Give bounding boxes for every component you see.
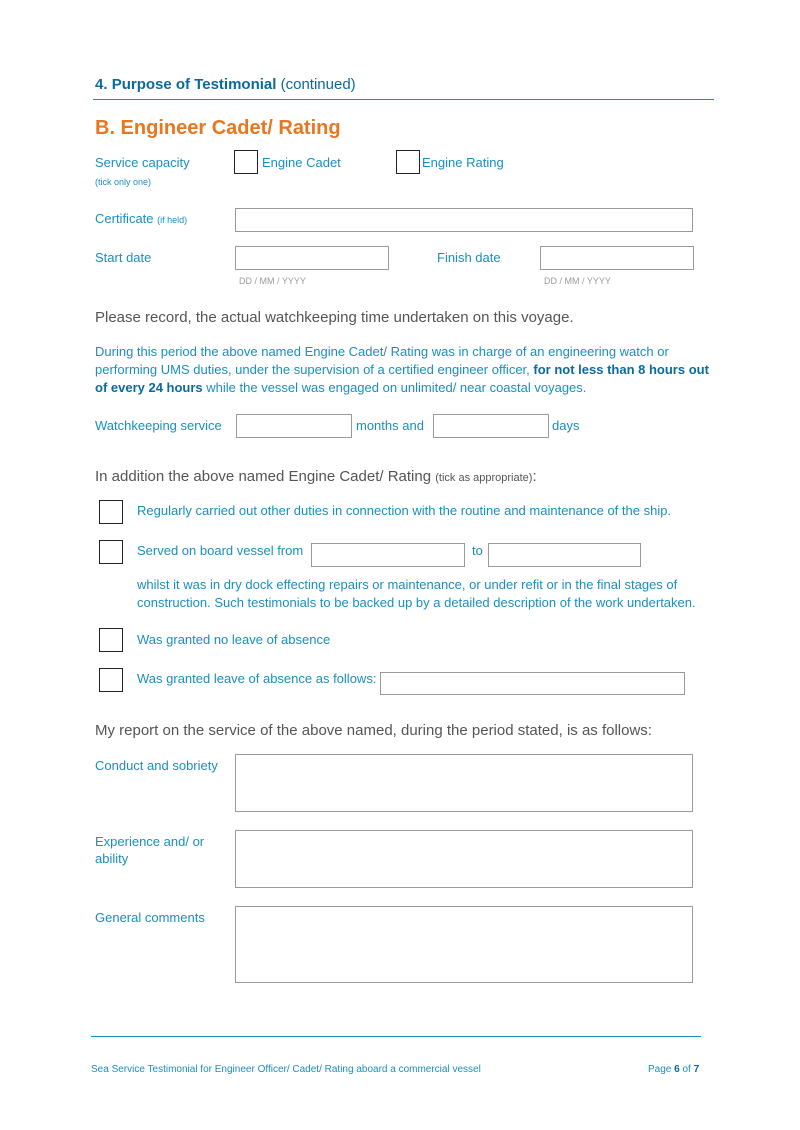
section-title: Purpose of Testimonial (111, 76, 277, 93)
page-total: 7 (693, 1064, 700, 1075)
watchkeeping-intro: Please record, the actual watchkeeping time undertaken on this voyage. (95, 309, 574, 326)
duties-checkbox[interactable] (99, 500, 123, 524)
engine-cadet-checkbox[interactable] (234, 150, 258, 174)
section-suffix: (continued) (280, 76, 356, 93)
watchkeeping-service-label: Watchkeeping service (95, 418, 222, 433)
comments-textarea[interactable] (235, 906, 693, 983)
watchkeeping-months-input[interactable] (236, 414, 352, 438)
served-from-label: Served on board vessel from (137, 543, 304, 558)
served-to-label: to (472, 543, 483, 558)
watchkeeping-para-part1: During this period the above named Engine Cadet/ Rating was in charge of an engineering watch or performing UMS duties, under the supervision of a certified engineer officer, (95, 344, 669, 377)
days-label: days (552, 418, 580, 433)
months-label: months and (356, 418, 424, 433)
duties-label: Regularly carried out other duties in connection with the routine and maintenance of the ship. (137, 503, 672, 518)
finish-date-label: Finish date (437, 250, 501, 265)
section-heading (95, 76, 356, 93)
experience-textarea[interactable] (235, 830, 693, 888)
addition-intro-colon: : (532, 468, 537, 485)
comments-label: General comments (95, 910, 205, 925)
conduct-textarea[interactable] (235, 754, 693, 812)
no-leave-checkbox[interactable] (99, 628, 123, 652)
finish-date-input[interactable] (540, 246, 694, 270)
report-intro: My report on the service of the above named, during the period stated, is as follows: (95, 722, 652, 739)
certificate-label-text: Certificate (95, 211, 154, 226)
subsection-title: B. Engineer Cadet/ Rating (95, 117, 341, 139)
engine-cadet-label: Engine Cadet (262, 155, 341, 170)
experience-label-line2: ability (95, 851, 129, 866)
footer-doc-title: Sea Service Testimonial for Engineer Officer/ Cadet/ Rating aboard a commercial vessel (91, 1064, 481, 1075)
watchkeeping-para-bold: for not less than 8 hours out of every 24 hours (95, 362, 709, 395)
experience-label-line1: Experience and/ or (95, 834, 205, 849)
header-divider (93, 99, 714, 100)
engine-rating-checkbox[interactable] (396, 150, 420, 174)
start-date-hint: DD / MM / YYYY (239, 276, 306, 286)
leave-label: Was granted leave of absence as follows: (137, 671, 377, 686)
watchkeeping-para-part3: while the vessel was engaged on unlimited/ near coastal voyages. (206, 380, 587, 395)
certificate-input[interactable] (235, 208, 693, 232)
served-description: whilst it was in dry dock effecting repairs or maintenance, or under refit or in the final stages of construction. Such testimonials to be backed up by a detailed description of the work undertaken. (137, 577, 696, 610)
finish-date-hint: DD / MM / YYYY (544, 276, 611, 286)
watchkeeping-paragraph (95, 343, 713, 397)
addition-intro-note: (tick as appropriate) (435, 472, 533, 484)
start-date-label: Start date (95, 250, 152, 265)
start-date-input[interactable] (235, 246, 389, 270)
addition-intro (95, 468, 537, 485)
footer-divider (91, 1036, 701, 1037)
served-from-input[interactable] (311, 543, 465, 567)
service-capacity-note: (tick only one) (95, 177, 152, 187)
addition-intro-text: In addition the above named Engine Cadet/ Rating (95, 468, 432, 485)
footer-page-number (648, 1064, 699, 1075)
section-number: 4. (95, 76, 108, 93)
served-checkbox[interactable] (99, 540, 123, 564)
leave-details-input[interactable] (380, 672, 685, 695)
page-prefix: Page (648, 1064, 672, 1075)
served-to-input[interactable] (488, 543, 641, 567)
page-current: 6 (674, 1064, 680, 1075)
certificate-label (95, 211, 187, 226)
engine-rating-label: Engine Rating (422, 155, 504, 170)
page-of: of (682, 1064, 691, 1075)
watchkeeping-days-input[interactable] (433, 414, 549, 438)
no-leave-label: Was granted no leave of absence (137, 632, 331, 647)
service-capacity-label: Service capacity (95, 155, 190, 170)
leave-checkbox[interactable] (99, 668, 123, 692)
conduct-label: Conduct and sobriety (95, 758, 218, 773)
certificate-note: (if held) (157, 215, 188, 225)
